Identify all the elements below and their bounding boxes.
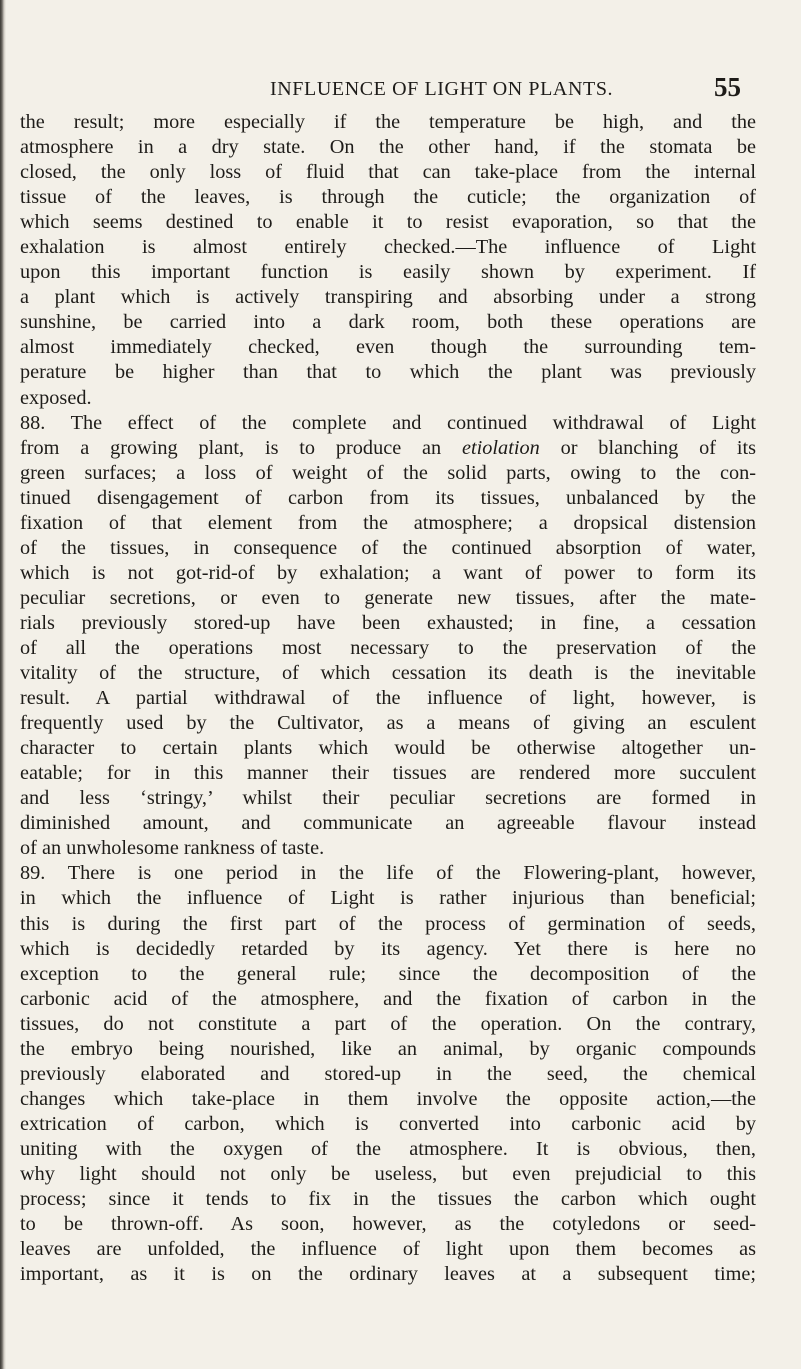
text-line: uniting with the oxygen of the atmosphere. It is obvious, then, — [20, 1137, 756, 1160]
text-line: and less ‘stringy,’ whilst their peculiar secretions are formed in — [20, 787, 756, 810]
text-line: leaves are unfolded, the influence of light upon them becomes as — [20, 1238, 756, 1261]
text-line: fixation of that element from the atmosphere; a dropsical distension — [20, 511, 756, 534]
text-line: to be thrown-off. As soon, however, as the cotyledons or seed- — [20, 1213, 756, 1236]
page-number: 55 — [714, 72, 741, 102]
paragraph-88-start: 88. The effect of the complete and continued withdrawal of Light — [20, 411, 756, 434]
text-line: rials previously stored-up have been exhausted; in fine, a cessation — [20, 611, 756, 634]
text-line: eatable; for in this manner their tissues are rendered more succulent — [20, 762, 756, 785]
text-line: important, as it is on the ordinary leaves at a subsequent time; — [20, 1263, 756, 1286]
text-line: in which the influence of Light is rather injurious than beneficial; — [20, 887, 756, 910]
text-line: closed, the only loss of fluid that can take-place from the internal — [20, 161, 756, 184]
text-line: perature be higher than that to which the plant was previously — [20, 361, 756, 384]
text-line: which seems destined to enable it to resist evaporation, so that the — [20, 211, 756, 234]
body-text — [20, 110, 756, 1287]
text-line: why light should not only be useless, but even prejudicial to this — [20, 1162, 756, 1185]
text-line: carbonic acid of the atmosphere, and the fixation of carbon in the — [20, 987, 756, 1010]
text-line: character to certain plants which would be otherwise altogether un- — [20, 737, 756, 760]
text-line: this is during the first part of the process of germination of seeds, — [20, 912, 756, 935]
text-line: sunshine, be carried into a dark room, both these operations are — [20, 311, 756, 334]
text-line: tinued disengagement of carbon from its tissues, unbalanced by the — [20, 486, 756, 509]
text-line: the result; more especially if the temperature be high, and the — [20, 111, 756, 133]
text-line: extrication of carbon, which is converted into carbonic acid by — [20, 1112, 756, 1135]
text-line: almost immediately checked, even though the surrounding tem- — [20, 336, 756, 359]
text-line: the embryo being nourished, like an animal, by organic compounds — [20, 1037, 756, 1060]
running-head — [270, 72, 741, 108]
text-line: tissue of the leaves, is through the cuticle; the organization of — [20, 186, 756, 209]
text-line: green surfaces; a loss of weight of the solid parts, owing to the con- — [20, 461, 756, 484]
running-title: INFLUENCE OF LIGHT ON PLANTS. — [270, 78, 614, 100]
text-line: of all the operations most necessary to the preservation of the — [20, 636, 756, 659]
text-line: tissues, do not constitute a part of the operation. On the contrary, — [20, 1012, 756, 1035]
text-line: previously elaborated and stored-up in the seed, the chemical — [20, 1062, 756, 1085]
page-gutter-edge — [0, 0, 6, 1369]
text-line: which is decidedly retarded by its agency. Yet there is here no — [20, 937, 756, 960]
text-line: result. A partial withdrawal of the influence of light, however, is — [20, 687, 756, 710]
text-line: a plant which is actively transpiring and absorbing under a strong — [20, 286, 756, 309]
text-line: which is not got-rid-of by exhalation; a want of power to form its — [20, 561, 756, 584]
text-line: upon this important function is easily shown by experiment. If — [20, 261, 756, 284]
text-line: changes which take-place in them involve the opposite action,—the — [20, 1087, 756, 1110]
text-line: from a growing plant, is to produce an etiolation or blanching of its — [20, 436, 756, 459]
text-line: peculiar secretions, or even to generate new tissues, after the mate- — [20, 586, 756, 609]
text-line: exception to the general rule; since the decomposition of the — [20, 962, 756, 985]
text-line: vitality of the structure, of which cessation its death is the inevitable — [20, 662, 756, 685]
text-line: process; since it tends to fix in the tissues the carbon which ought — [20, 1188, 756, 1211]
text-line: exhalation is almost entirely checked.—The influence of Light — [20, 236, 756, 259]
text-line: frequently used by the Cultivator, as a means of giving an esculent — [20, 712, 756, 735]
text-line: diminished amount, and communicate an agreeable flavour instead — [20, 812, 756, 835]
text-line: atmosphere in a dry state. On the other hand, if the stomata be — [20, 136, 756, 159]
paragraph-end-line: exposed. — [20, 386, 92, 409]
paragraph-89-start: 89. There is one period in the life of the Flowering-plant, however, — [20, 862, 756, 885]
paragraph-end-line: of an unwholesome rankness of taste. — [20, 837, 325, 860]
text-line: of the tissues, in consequence of the continued absorption of water, — [20, 536, 756, 559]
